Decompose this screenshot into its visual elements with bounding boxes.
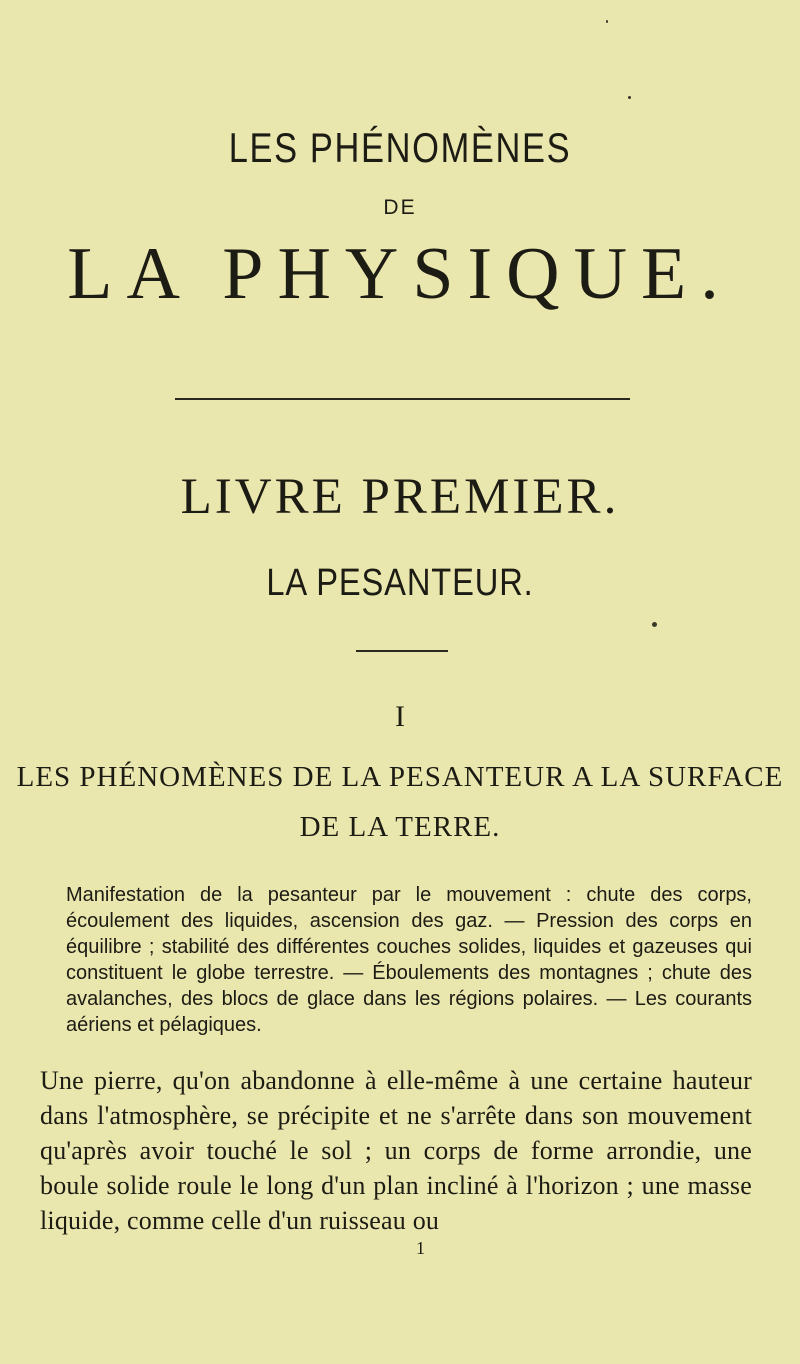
title-divider bbox=[175, 398, 630, 400]
chapter-summary: Manifestation de la pesanteur par le mouvement : chute des corps, écoulement des liquides, ascension des gaz. — Pression des corps en équilibre ; stabilité des différentes couches solides, liquides et gazeuses qui constituent le globe terrestre. — Éboulements des montagnes ; chute des avalanches, des blocs de glace dans les régions polaires. — Les courants aériens et pélagiques. bbox=[66, 884, 752, 1036]
main-title-de: DE bbox=[383, 196, 417, 219]
paper-speck bbox=[652, 622, 657, 627]
body-paragraph: Une pierre, qu'on abandonne à elle-même à une certaine hauteur dans l'atmosphère, se précipite et ne s'arrête dans son mouvement qu'après avoir touché le sol ; un corps de forme arrondie, une boule solide roule le long d'un plan incliné à l'horizon ; une masse liquide, comme celle d'un ruisseau ou bbox=[40, 1066, 752, 1235]
page-number: 1 bbox=[416, 1238, 425, 1258]
paper-speck bbox=[628, 96, 631, 99]
chapter-title-line2: DE LA TERRE. bbox=[299, 811, 501, 843]
chapter-title-line1: LES PHÉNOMÈNES DE LA PESANTEUR A LA SURFACE bbox=[16, 761, 784, 793]
paper-speck bbox=[606, 20, 608, 23]
section-divider bbox=[356, 650, 448, 652]
book-title: LIVRE PREMIER. bbox=[180, 469, 620, 525]
chapter-title bbox=[0, 752, 800, 852]
main-title-line2: LA PHYSIQUE. bbox=[67, 233, 733, 315]
book-subtitle: LA PESANTEUR. bbox=[266, 562, 534, 604]
chapter-number: I bbox=[395, 700, 405, 733]
main-title-line1: LES PHÉNOMÈNES bbox=[228, 124, 572, 171]
